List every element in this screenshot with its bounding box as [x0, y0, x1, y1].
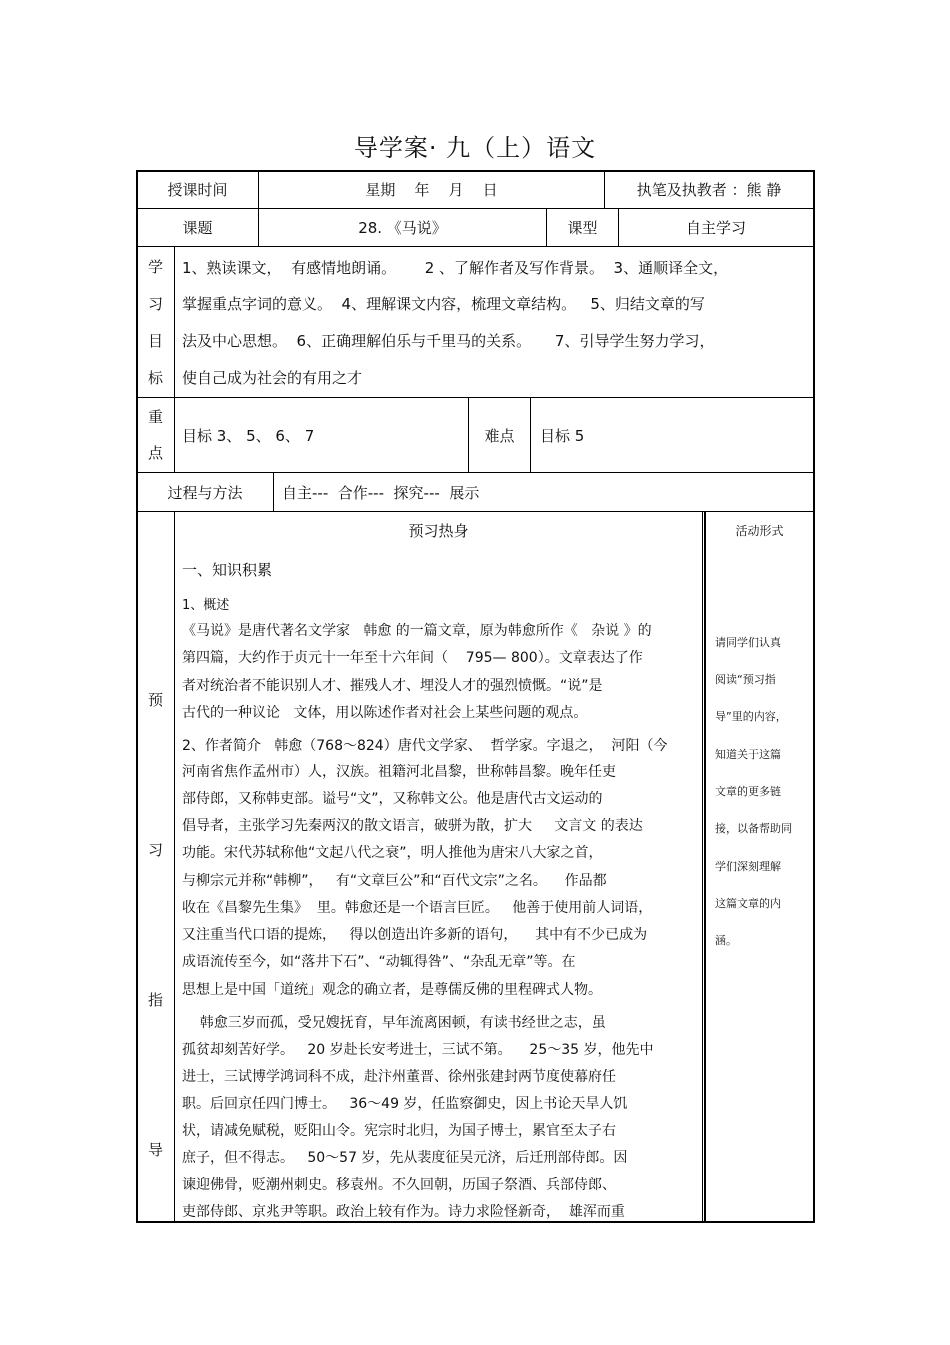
- difficult-value: 目标 5: [540, 427, 585, 445]
- key-value: 目标 3、 5、 6、 7: [182, 427, 315, 445]
- process-label: 过程与方法: [167, 484, 243, 502]
- page-title: 导学案· 九（上）语文: [353, 134, 597, 162]
- type-label: 课型: [567, 219, 598, 237]
- type-value: 自主学习: [685, 219, 746, 237]
- section-title: 预习热身: [408, 522, 469, 540]
- process-value: 自主--- 合作--- 探究--- 展示: [282, 484, 480, 502]
- knowledge-heading: 一、知识积累: [182, 561, 273, 579]
- difficult-label: 难点: [484, 427, 515, 445]
- overview-subheading: 1、概述: [182, 598, 230, 613]
- activity-header: 活动形式: [735, 524, 784, 538]
- topic-value: 28. 《马说》: [358, 219, 447, 237]
- topic-label: 课题: [182, 219, 213, 237]
- time-label: 授课时间: [167, 181, 228, 199]
- date-template: 星期 年 月 日: [365, 181, 498, 199]
- author-label: 执笔及执教者 ：熊 静: [636, 181, 782, 199]
